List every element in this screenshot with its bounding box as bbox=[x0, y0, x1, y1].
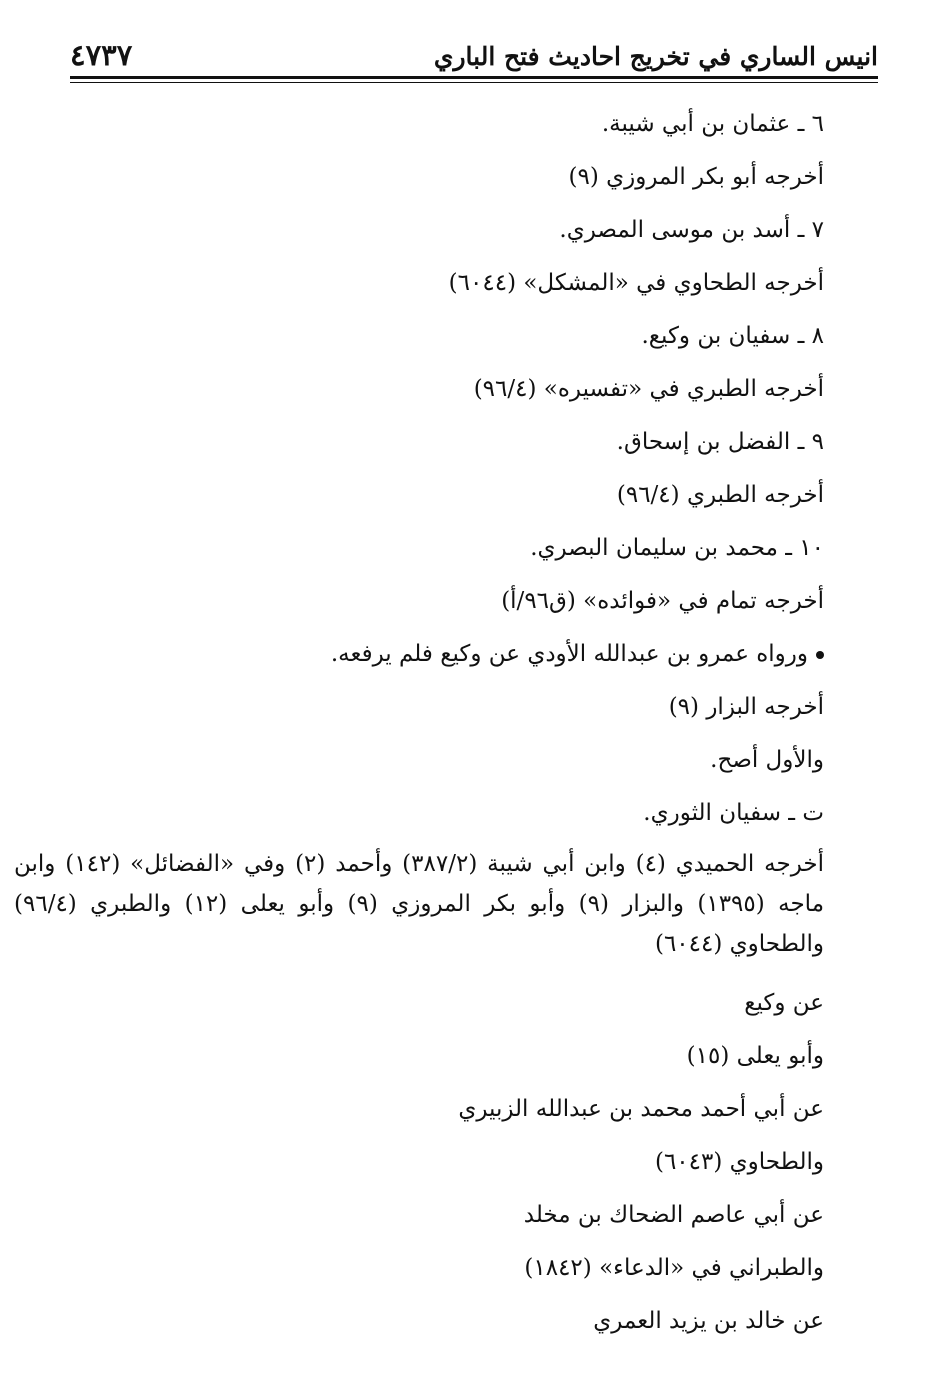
text-line: ٧ ـ أسد بن موسى المصري. bbox=[559, 217, 824, 243]
text-line: أخرجه البزار (٩) bbox=[668, 694, 824, 720]
bullet-icon bbox=[816, 651, 824, 659]
bullet-line bbox=[70, 628, 824, 681]
text-line: عن أبي أحمد محمد بن عبدالله الزبيري bbox=[458, 1096, 824, 1122]
text-line: والأول أصح. bbox=[710, 747, 824, 773]
text-line: أخرجه تمام في «فوائده» (ق٩٦/أ) bbox=[501, 588, 824, 614]
text-line: ٩ ـ الفضل بن إسحاق. bbox=[616, 429, 824, 455]
text-line: والطحاوي (٦٠٤٣) bbox=[654, 1149, 824, 1175]
header-rule-thin bbox=[70, 82, 878, 83]
text-line: والطبراني في «الدعاء» (١٨٤٢) bbox=[524, 1255, 824, 1281]
text-line: ٦ ـ عثمان بن أبي شيبة. bbox=[601, 111, 824, 137]
text-line: أخرجه أبو بكر المروزي (٩) bbox=[568, 164, 824, 190]
page-body bbox=[14, 98, 825, 1348]
text-line: ١٠ ـ محمد بن سليمان البصري. bbox=[530, 535, 824, 561]
text-line: عن خالد بن يزيد العمري bbox=[593, 1308, 824, 1334]
text-line: عن وكيع bbox=[744, 990, 824, 1016]
text-line: أخرجه الطبري في «تفسيره» (٩٦/٤) bbox=[473, 376, 824, 402]
bullet-text: ورواه عمرو بن عبدالله الأودي عن وكيع فلم يرفعه. bbox=[330, 641, 808, 667]
header-rule-thick bbox=[70, 76, 878, 79]
takhrij-paragraph: أخرجه الحميدي (٤) وابن أبي شيبة (٣٨٧/٢) وأحمد (٢) وفي «الفضائل» (١٤٢) وابن ماجه (١٣٩٥) والبزار (٩) وأبو بكر المروزي (٩) وأبو يعلى (١٢) والطبري (٩٦/٤) والطحاوي (٦٠٤٤) bbox=[14, 851, 825, 957]
text-line: أخرجه الطحاوي في «المشكل» (٦٠٤٤) bbox=[448, 270, 824, 296]
text-line: عن أبي عاصم الضحاك بن مخلد bbox=[523, 1202, 824, 1228]
text-line: ٨ ـ سفيان بن وكيع. bbox=[641, 323, 824, 349]
page-header bbox=[70, 38, 878, 78]
running-title: انيس الساري في تخريج احاديث فتح الباري bbox=[433, 42, 878, 71]
text-line: ت ـ سفيان الثوري. bbox=[643, 800, 824, 826]
text-line: أخرجه الطبري (٩٦/٤) bbox=[616, 482, 824, 508]
text-line: وأبو يعلى (١٥) bbox=[686, 1043, 824, 1069]
page-number: ٤٧٣٧ bbox=[70, 38, 133, 72]
